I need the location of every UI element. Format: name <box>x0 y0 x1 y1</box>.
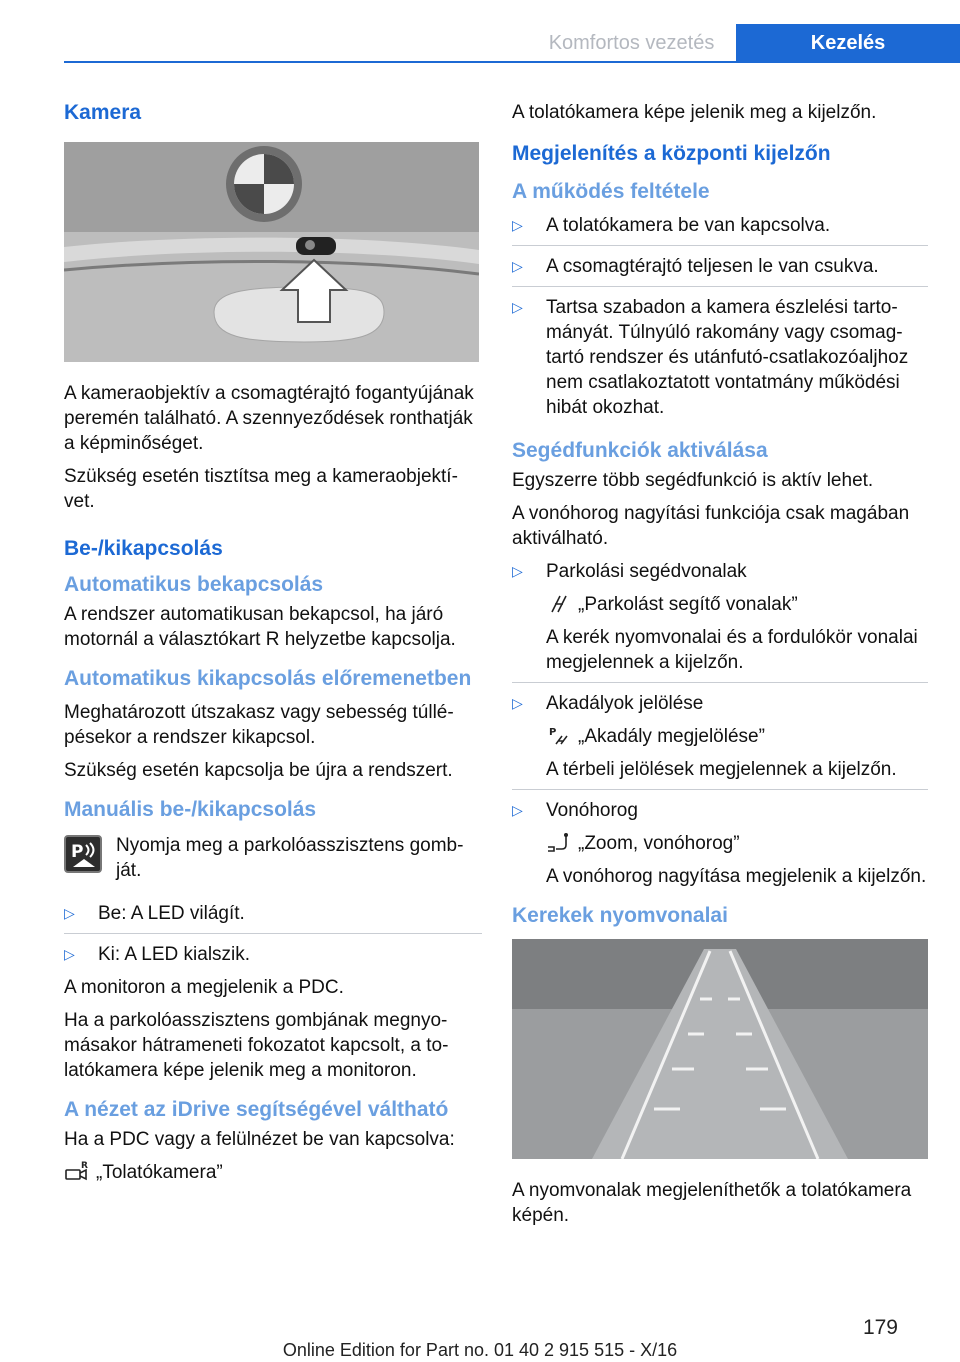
display-heading: Megjelenítés a központi kijelzőn <box>512 142 831 165</box>
left-column <box>64 100 482 1193</box>
idrive-text: Ha a PDC vagy a felülnézet be van kapcsolva: <box>64 1129 455 1150</box>
idrive-menu-row <box>64 1160 482 1185</box>
list-item: ▷ A tolatókamera be van kapcsolva. <box>512 213 928 246</box>
top-text: A tolatókamera képe jelenik meg a kijelzőn. <box>512 102 877 123</box>
assist-item-desc: A vonóhorog nagyítása megjelenik a kijelzőn. <box>546 866 927 887</box>
assist-item-title: Akadályok jelölése <box>546 693 704 714</box>
trailer-hitch-icon <box>546 831 572 853</box>
rear-camera-icon <box>64 1160 90 1182</box>
auto-kikapcsolas-text-2: Szükség esetén kapcsolja be újra a rendszert. <box>64 760 453 781</box>
bekapcsolas-heading: Be-/kikapcsolás <box>64 537 223 560</box>
list-item <box>512 798 928 889</box>
header-rule <box>64 61 960 63</box>
condition-heading: A működés feltétele <box>512 180 710 203</box>
tracks-heading: Kerekek nyomvonalai <box>512 904 728 927</box>
assist-item-desc: A kerék nyomvonalai és a fordulókör vonalai megjelennek a kijelzőn. <box>546 627 918 673</box>
header-section-title: Komfortos vezetés <box>548 32 715 54</box>
assist-item-menu: „Akadály megjelölése” <box>578 726 765 747</box>
assist-item-menu-row <box>546 831 928 856</box>
assist-item-title: Parkolási segédvonalak <box>546 561 747 582</box>
kamera-paragraph-1: A kameraobjektív a csomagtérajtó fogantyújának peremén található. A szennyeződések ronthatják a képminőséget. <box>64 383 474 454</box>
assist-text-1: Egyszerre több segédfunkció is aktív lehet. <box>512 470 874 491</box>
list-item <box>512 559 928 683</box>
list-item <box>512 691 928 790</box>
wheel-tracks-image <box>512 939 928 1159</box>
assist-list <box>512 559 928 889</box>
assist-item-menu-row <box>546 592 928 617</box>
manual-heading: Manuális be-/kikapcsolás <box>64 798 317 821</box>
page-header <box>0 0 960 62</box>
edition-line: Online Edition for Part no. 01 40 2 915 515 - X/16 <box>282 1340 678 1360</box>
right-column <box>512 100 928 1236</box>
kamera-heading: Kamera <box>64 101 142 124</box>
assist-item-menu-row <box>546 724 928 749</box>
page-number: 179 <box>862 1316 898 1339</box>
manual-text-3: Ha a parkolóasszisztens gombjának megnyomásakor hátrameneti fokozatot kapcsolt, a tolatókamera képe jelenik meg a monitoron. <box>64 1010 449 1081</box>
auto-bekapcsolas-text: A rendszer automatikusan bekapcsol, ha járó motornál a választókart R helyzetbe kapcsolja. <box>64 604 456 650</box>
manual-led-list <box>64 901 482 967</box>
manual-text: Nyomja meg a parkolóasszisztens gombját. <box>116 835 464 881</box>
assist-item-menu: „Parkolást segítő vonalak” <box>578 594 798 615</box>
svg-text:P: P <box>71 842 84 862</box>
obstacle-marking-icon <box>546 724 572 746</box>
header-chapter-tab: Kezelés <box>736 24 960 62</box>
parking-lines-icon <box>546 592 572 614</box>
list-item: ▷ A csomagtérajtó teljesen le van csukva. <box>512 254 928 287</box>
idrive-heading: A nézet az iDrive segítségével váltható <box>64 1098 449 1121</box>
assist-text-2: A vonóhorog nagyítási funkciója csak magában aktiválható. <box>512 503 910 549</box>
assist-item-title: Vonóhorog <box>546 800 638 821</box>
park-assist-button-icon <box>64 835 102 873</box>
manual-text-2: A monitoron a megjelenik a PDC. <box>64 977 344 998</box>
manual-button-row <box>64 833 482 885</box>
auto-kikapcsolas-heading: Automatikus kikapcsolás előremenetben <box>64 667 472 690</box>
assist-item-menu: „Zoom, vonóhorog” <box>578 833 740 854</box>
kamera-paragraph-2: Szükség esetén tisztítsa meg a kameraobjektívet. <box>64 466 458 512</box>
camera-location-image <box>64 142 479 362</box>
list-item: ▷ Ki: A LED kialszik. <box>64 942 482 967</box>
list-item: ▷ Tartsa szabadon a kamera észlelési tartományát. Túlnyúló rakomány vagy csomagtartó rendszer és utánfutó-csatlakozóaljhoz nem csatlakoztatott vontatmány működési hibát okozhat. <box>512 295 928 420</box>
idrive-menu-label: „Tolatókamera” <box>96 1162 223 1183</box>
list-item: ▷ Be: A LED világít. <box>64 901 482 934</box>
auto-kikapcsolas-text-1: Meghatározott útszakasz vagy sebesség túllépésekor a rendszer kikapcsol. <box>64 702 454 748</box>
tracks-text: A nyomvonalak megjeleníthetők a tolatókamera képén. <box>512 1180 912 1226</box>
svg-text:R: R <box>81 1161 88 1171</box>
svg-text:P: P <box>549 727 557 738</box>
assist-heading: Segédfunkciók aktiválása <box>512 439 768 462</box>
auto-bekapcsolas-heading: Automatikus bekapcsolás <box>64 573 324 596</box>
assist-item-desc: A térbeli jelölések megjelennek a kijelzőn. <box>546 759 897 780</box>
condition-list <box>512 213 928 420</box>
